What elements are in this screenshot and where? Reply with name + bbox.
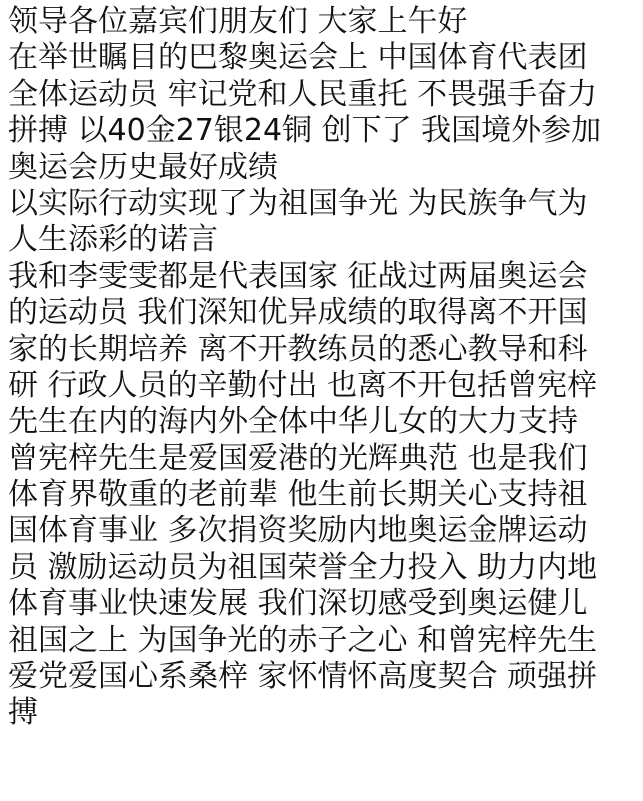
text-line: 体育界敬重的老前辈 他生前长期关心支持祖 [8,477,588,513]
text-line: 在举世瞩目的巴黎奥运会上 中国体育代表团 [8,40,588,76]
text-line: 体育事业快速发展 我们深切感受到奥运健儿 [8,586,588,622]
text-line: 家的长期培养 离不开教练员的悉心教导和科 [8,331,588,367]
text-line: 研 行政人员的辛勤付出 也离不开包括曾宪梓 [8,367,598,403]
text-line: 全体运动员 牢记党和人民重托 不畏强手奋力 [8,76,598,112]
text-line: 的运动员 我们深知优异成绩的取得离不开国 [8,295,588,331]
text-line: 人生添彩的诺言 [8,222,218,258]
text-line: 奥运会历史最好成绩 [8,149,278,185]
text-line: 祖国之上 为国争光的赤子之心 和曾宪梓先生 [8,622,598,658]
text-line: 先生在内的海内外全体中华儿女的大力支持 [8,404,578,440]
text-line: 国体育事业 多次捐资奖励内地奥运金牌运动 [8,513,588,549]
text-line: 搏 [8,695,38,731]
text-line: 曾宪梓先生是爱国爱港的光辉典范 也是我们 [8,440,588,476]
speech-text-block [8,4,640,732]
text-line: 员 激励运动员为祖国荣誉全力投入 助力内地 [8,549,598,585]
text-line: 爱党爱国心系桑梓 家怀情怀高度契合 顽强拼 [8,659,598,695]
text-line: 领导各位嘉宾们朋友们 大家上午好 [8,4,468,39]
text-line: 以实际行动实现了为祖国争光 为民族争气为 [8,185,588,221]
text-line: 我和李雯雯都是代表国家 征战过两届奥运会 [8,258,588,294]
text-line: 拼搏 以40金27银24铜 创下了 我国境外参加 [8,113,602,149]
